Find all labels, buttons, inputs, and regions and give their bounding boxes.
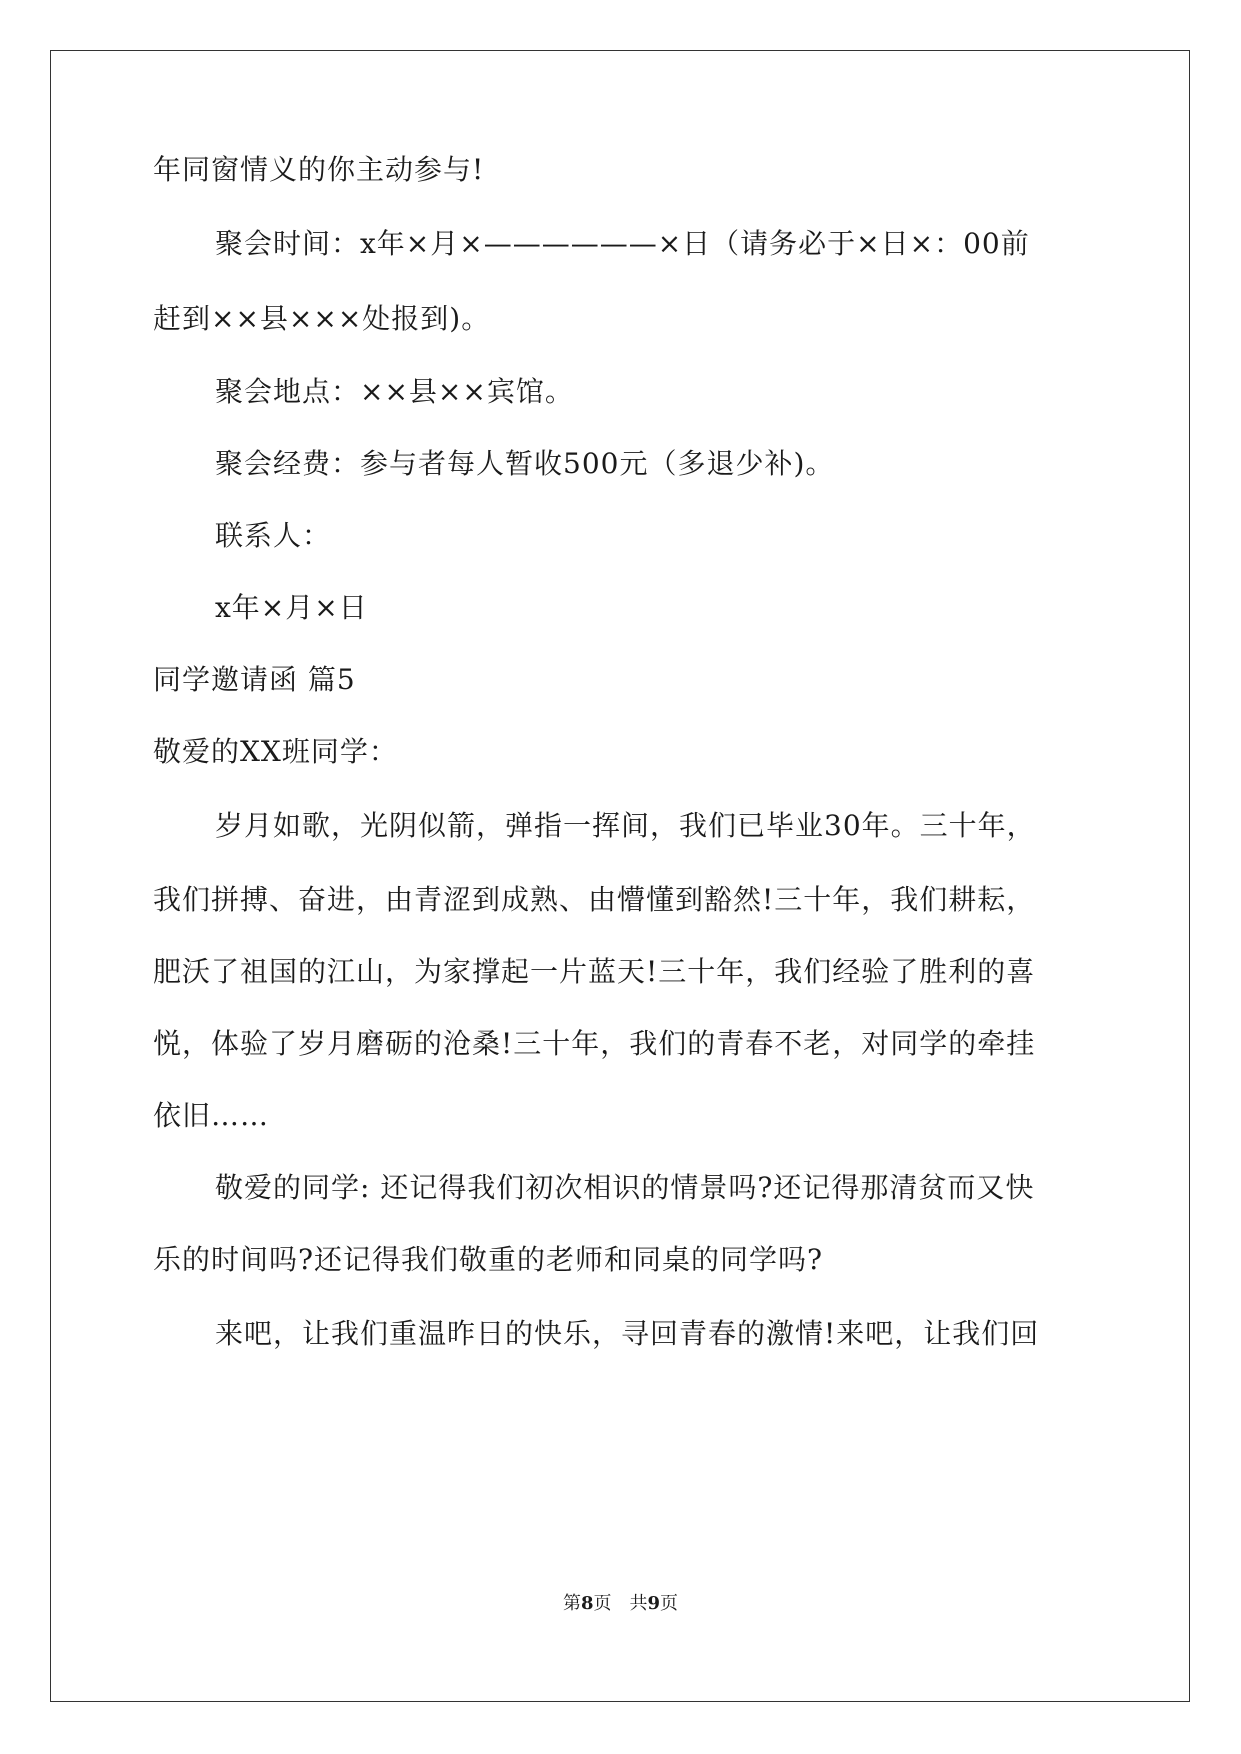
footer-prefix: 第 (562, 1593, 581, 1614)
text-line: x年×月×日 (215, 591, 368, 624)
section-heading: 同学邀请函 篇5 (153, 663, 356, 696)
text-line: 肥沃了祖国的江山，为家撑起一片蓝天!三十年，我们经验了胜利的喜 (153, 955, 1036, 988)
footer-middle: 页 共 (593, 1593, 648, 1614)
text-line: 赶到××县×××处报到)。 (153, 302, 491, 335)
footer-suffix: 页 (660, 1593, 679, 1614)
text-line: 乐的时间吗?还记得我们敬重的老师和同桌的同学吗? (153, 1243, 824, 1276)
text-line: 悦，体验了岁月磨砺的沧桑!三十年，我们的青春不老，对同学的牵挂 (153, 1027, 1036, 1060)
page-number-footer (0, 1592, 1241, 1616)
current-page-number: 8 (580, 1593, 594, 1614)
text-line: 来吧，让我们重温昨日的快乐，寻回青春的激情!来吧，让我们回 (215, 1317, 1040, 1350)
text-line: 我们拼搏、奋进，由青涩到成熟、由懵懂到豁然!三十年，我们耕耘， (153, 883, 1036, 916)
page-frame (50, 50, 1190, 1702)
text-line: 敬爱的同学: 还记得我们初次相识的情景吗?还记得那清贫而又快 (215, 1171, 1035, 1204)
text-line: 联系人： (215, 519, 332, 552)
text-line: 聚会地点：××县××宾馆。 (215, 375, 574, 408)
text-line: 聚会时间：x年×月×——————×日（请务必于×日×：00前 (215, 227, 1030, 260)
text-line: 岁月如歌，光阴似箭，弹指一挥间，我们已毕业30年。三十年， (215, 809, 1036, 842)
salutation: 敬爱的XX班同学： (153, 735, 398, 768)
text-line: 年同窗情义的你主动参与! (153, 153, 485, 186)
total-page-number: 9 (647, 1593, 661, 1614)
text-line: 聚会经费：参与者每人暂收500元（多退少补)。 (215, 447, 835, 480)
text-line: 依旧…… (153, 1099, 270, 1132)
